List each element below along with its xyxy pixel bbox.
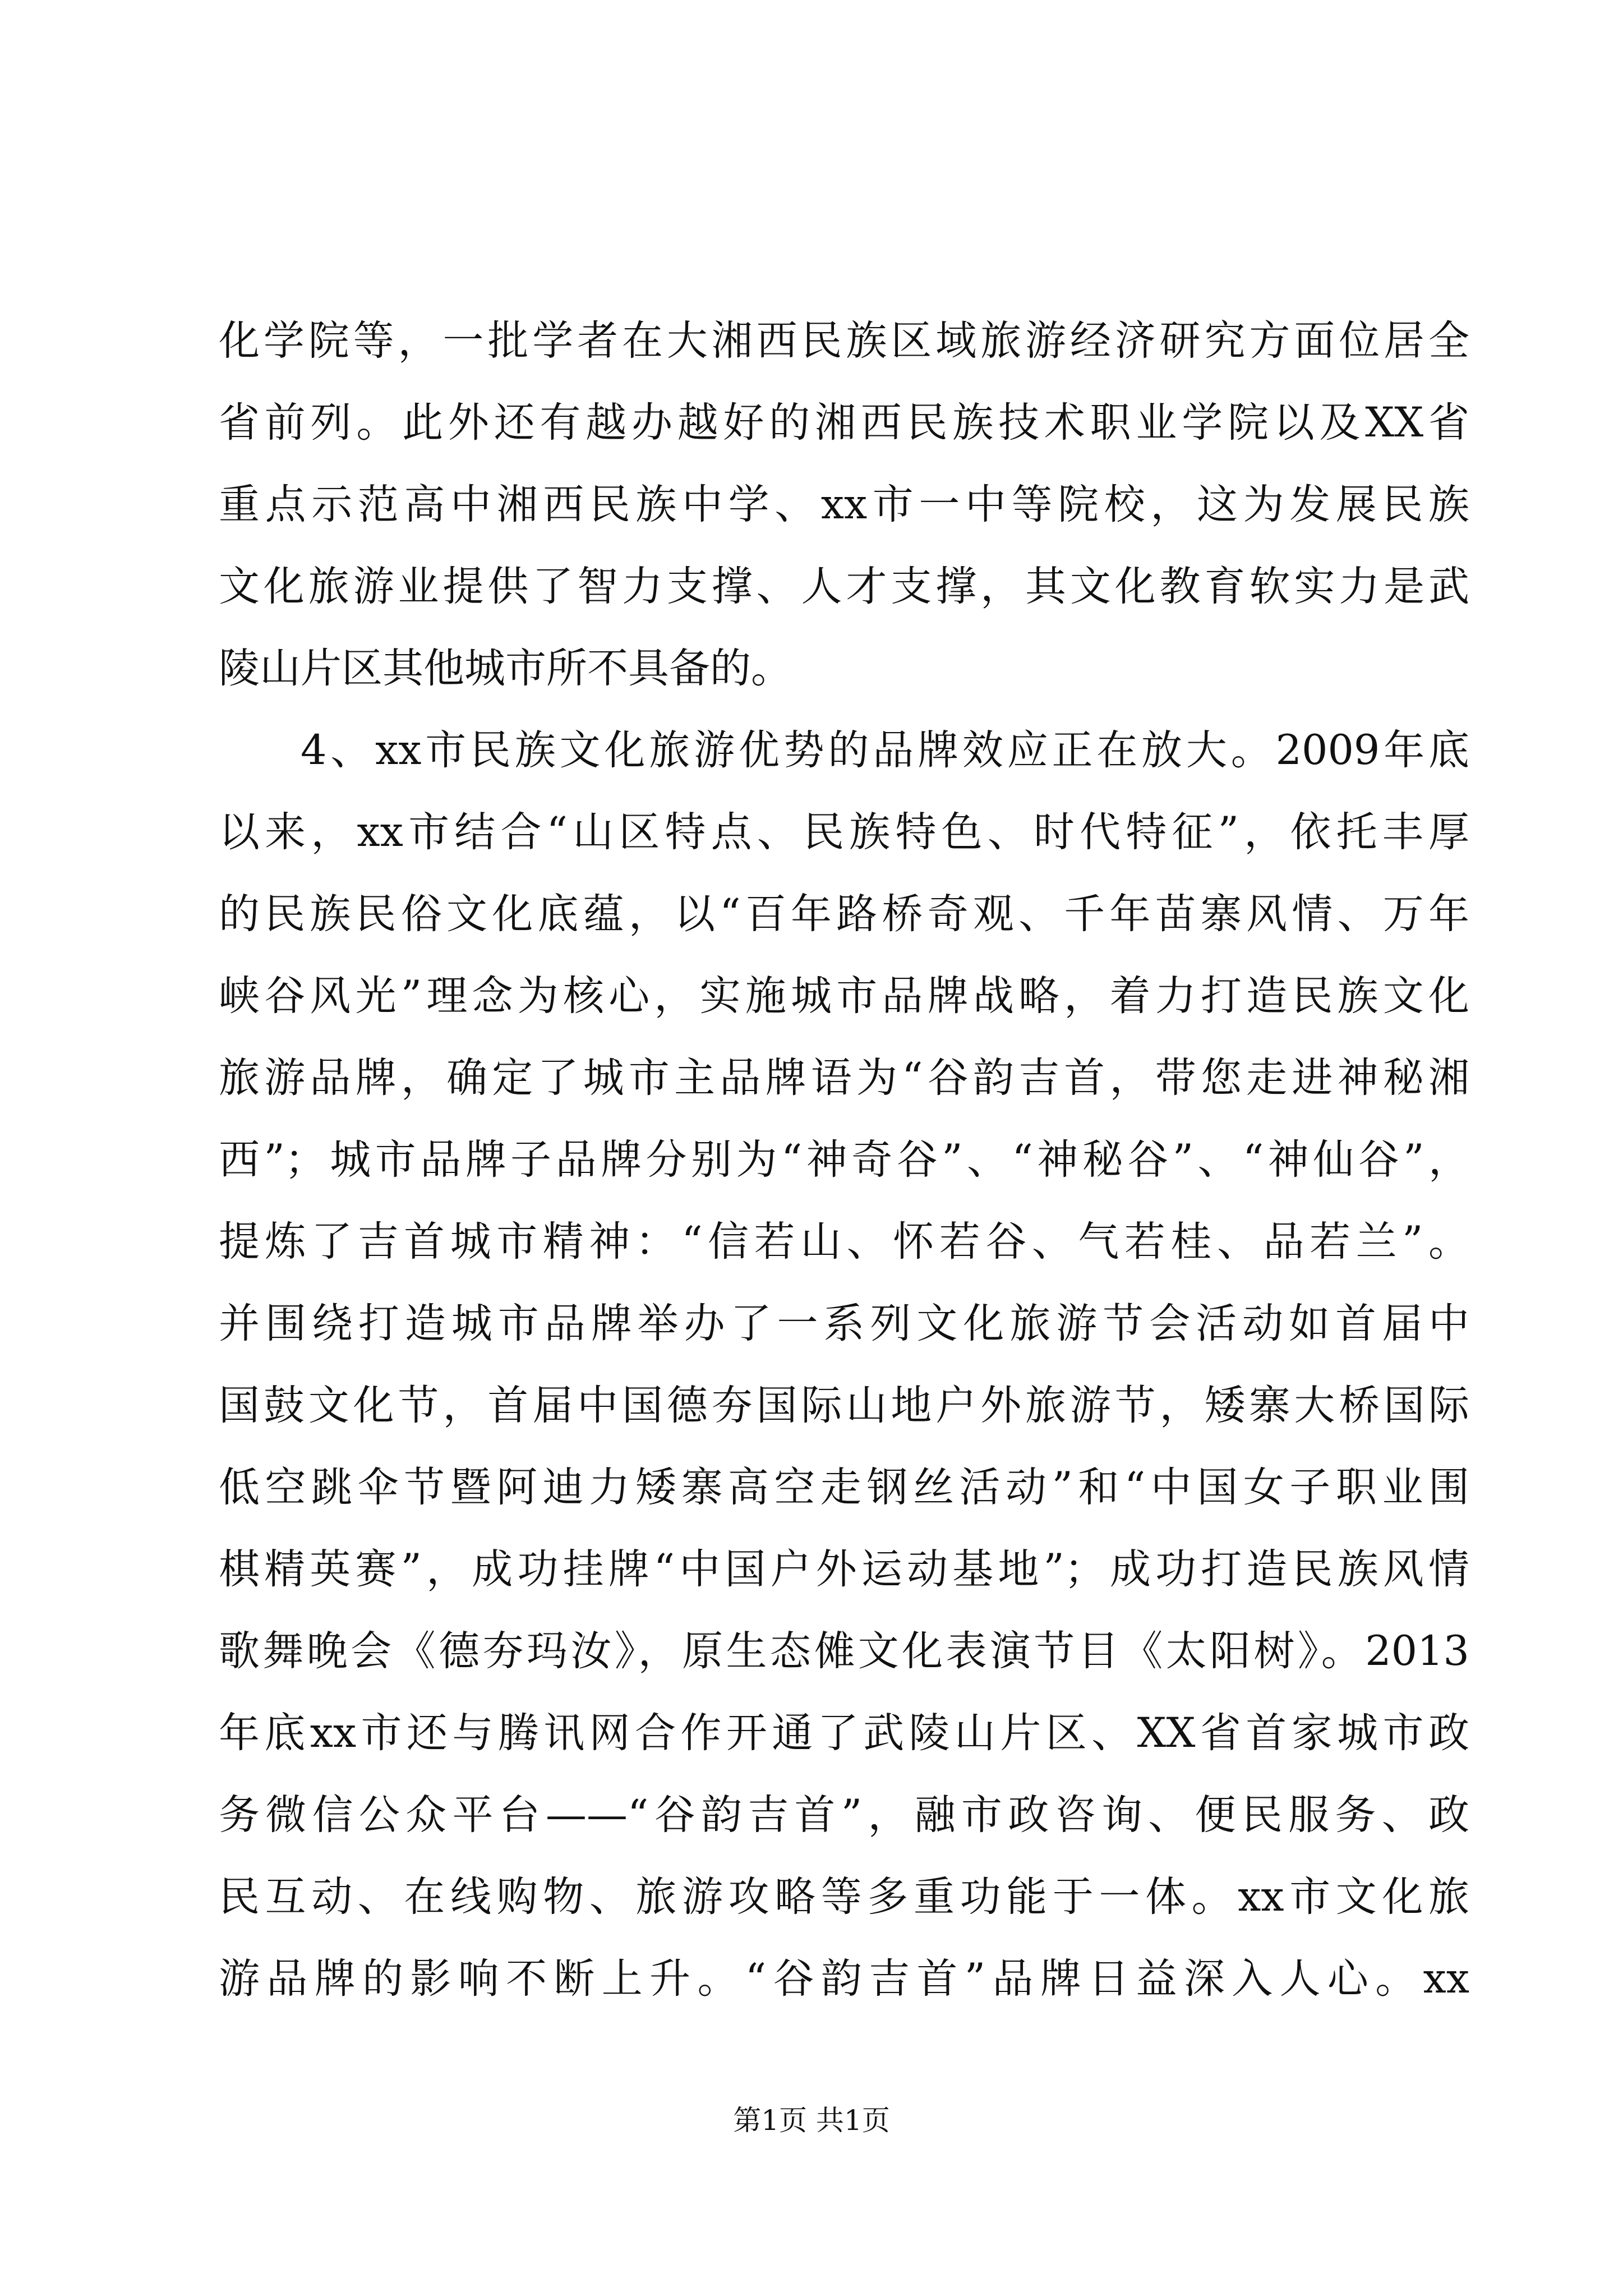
text-line: 的民族民俗文化底蕴，以“百年路桥奇观、千年苗寨风情、万年 — [219, 890, 1469, 938]
text-line: 4、xx市民族文化旅游优势的品牌效应正在放大。2009年底 — [301, 726, 1469, 774]
text-line: 以来，xx市结合“山区特点、民族特色、时代特征”，依托丰厚 — [219, 808, 1469, 856]
text-line: 务微信公众平台——“谷韵吉首”，融市政咨询、便民服务、政 — [219, 1791, 1469, 1839]
text-line: 西”；城市品牌子品牌分别为“神奇谷”、“神秘谷”、“神仙谷”， — [219, 1136, 1469, 1184]
text-line: 年底xx市还与腾讯网合作开通了武陵山片区、XX省首家城市政 — [219, 1709, 1469, 1757]
text-line: 歌舞晚会《德夯玛汝》，原生态傩文化表演节目《太阳树》。2013 — [219, 1627, 1469, 1675]
text-line: 并围绕打造城市品牌举办了一系列文化旅游节会活动如首届中 — [219, 1300, 1469, 1347]
text-line: 棋精英赛”，成功挂牌“中国户外运动基地”；成功打造民族风情 — [219, 1545, 1469, 1593]
text-line: 民互动、在线购物、旅游攻略等多重功能于一体。xx市文化旅 — [219, 1873, 1469, 1921]
text-line: 游品牌的影响不断上升。“谷韵吉首”品牌日益深入人心。xx — [219, 1955, 1469, 2003]
text-line: 旅游品牌，确定了城市主品牌语为“谷韵吉首，带您走进神秘湘 — [219, 1054, 1469, 1102]
text-line: 提炼了吉首城市精神：“信若山、怀若谷、气若桂、品若兰”。 — [219, 1218, 1469, 1266]
text-line: 文化旅游业提供了智力支撑、人才支撑，其文化教育软实力是武 — [219, 563, 1469, 610]
text-line: 重点示范高中湘西民族中学、xx市一中等院校，这为发展民族 — [219, 481, 1469, 528]
text-line: 省前列。此外还有越办越好的湘西民族技术职业学院以及XX省 — [219, 399, 1469, 447]
text-line: 化学院等，一批学者在大湘西民族区域旅游经济研究方面位居全 — [219, 317, 1469, 365]
page-footer: 第1页 共1页 — [733, 2104, 890, 2137]
document-body — [219, 300, 1469, 2020]
text-line: 陵山片区其他城市所不具备的。 — [219, 645, 792, 692]
text-line: 低空跳伞节暨阿迪力矮寨高空走钢丝活动”和“中国女子职业围 — [219, 1464, 1469, 1511]
text-line: 国鼓文化节，首届中国德夯国际山地户外旅游节，矮寨大桥国际 — [219, 1382, 1469, 1429]
text-line: 峡谷风光”理念为核心，实施城市品牌战略，着力打造民族文化 — [219, 972, 1469, 1020]
